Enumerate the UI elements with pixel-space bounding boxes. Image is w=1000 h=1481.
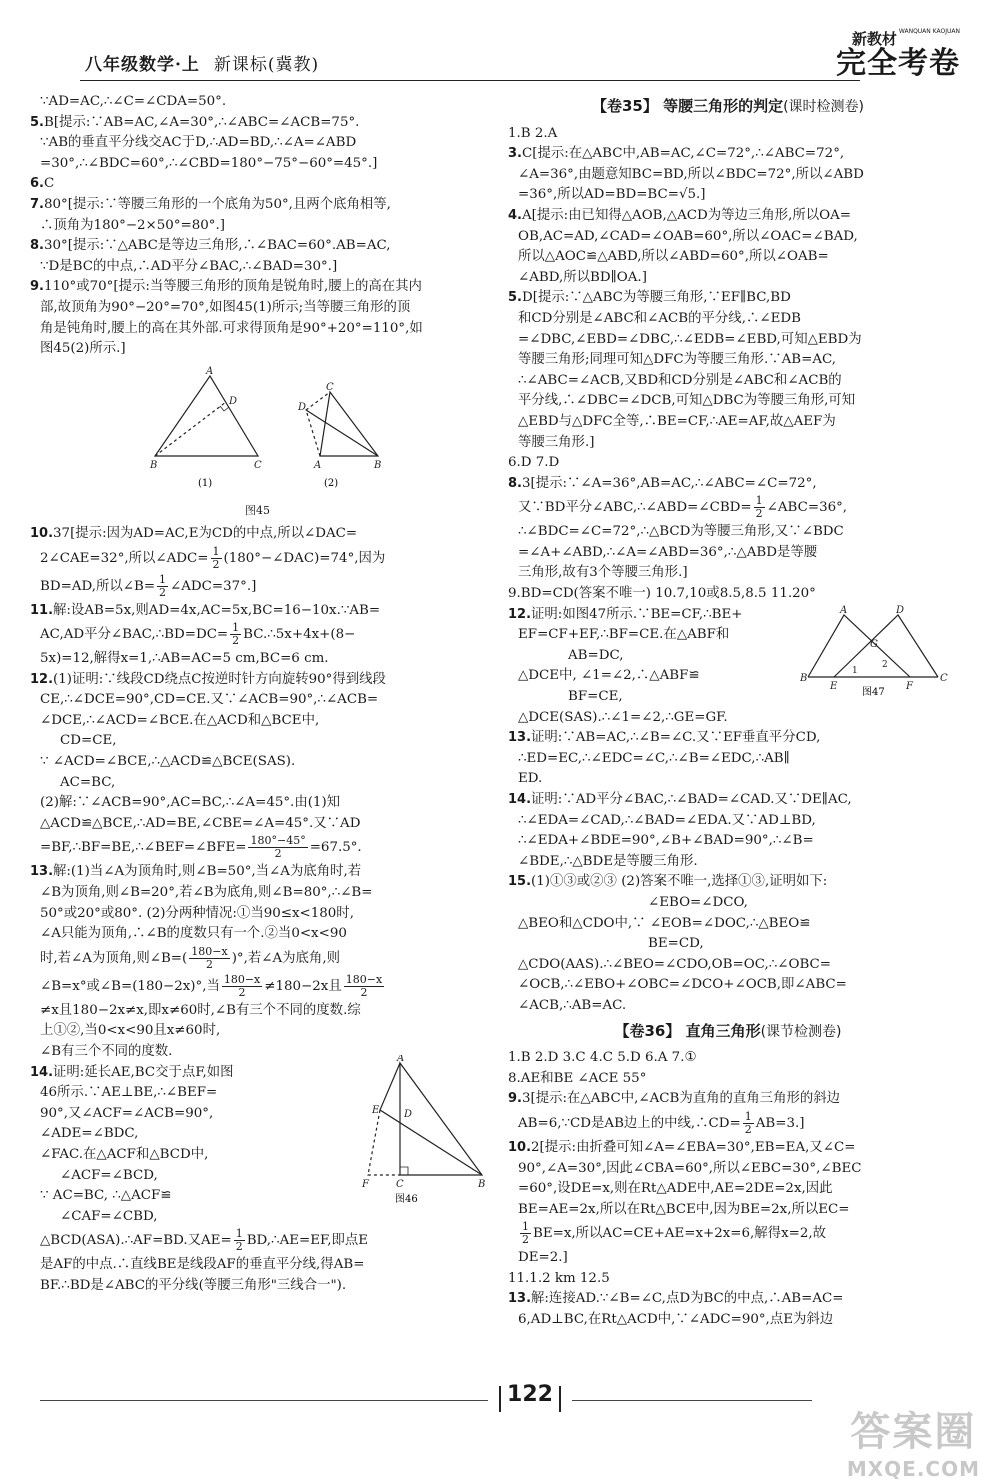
frac-den: 2 bbox=[159, 585, 167, 599]
answer-line: 等腰三角形;同理可知△DFC为等腰三角形.∵AB=AC, bbox=[518, 352, 837, 368]
left-column bbox=[30, 92, 485, 1297]
answer-line: B[提示:∵AB=AC,∠A=30°,∴∠ABC=∠ACB=75°. bbox=[43, 114, 360, 130]
answer-line: ∠FAC.在△ACF和△BCD中, bbox=[40, 1146, 209, 1162]
answer-line: 30°[提示:∵△ABC是等边三角形,∴∠BAC=60°.AB=AC, bbox=[43, 238, 391, 254]
frac-num: 180−x bbox=[191, 944, 228, 958]
q-number: 8. bbox=[30, 238, 44, 254]
answer-line: 2[提示:由折叠可知∠A=∠EBA=30°,EB=EA,又∠C= bbox=[531, 1139, 856, 1155]
answer-line: (180°−∠DAC)=74°,因为 bbox=[223, 550, 386, 566]
answer-line: ∵ AC=BC, ∴△ACF≌ bbox=[40, 1188, 172, 1204]
answer-line: ∵ ∠ACD=∠BCE,∴△ACD≌△BCE(SAS). bbox=[40, 754, 296, 770]
svg-text:B: B bbox=[800, 672, 808, 684]
answer-line: ≠180−2x且 bbox=[264, 978, 342, 994]
svg-text:C: C bbox=[326, 381, 334, 393]
answer-line: 3[提示:∵∠A=36°,AB=AC,∴∠ABC=∠C=72°, bbox=[521, 475, 817, 491]
answer-line: ∴∠ABC=∠ACB,又BD和CD分别是∠ABC和∠ACB的 bbox=[518, 372, 842, 388]
answer-line: ∠ACF=∠BCD, bbox=[60, 1167, 158, 1183]
figure-caption: 图46 bbox=[395, 1193, 418, 1205]
answer-line: CD=CE, bbox=[60, 733, 117, 749]
frac-num: 1 bbox=[212, 544, 220, 558]
svg-text:A: A bbox=[206, 365, 214, 377]
svg-text:B: B bbox=[150, 459, 158, 471]
answer-line: △DCE(SAS).∴∠1=∠2,∴GE=GF. bbox=[518, 709, 728, 725]
answer-line: ∠BDE,∴△BDE是等腰三角形. bbox=[518, 853, 698, 869]
frac-den: 2 bbox=[232, 634, 240, 648]
answer-line: ∵AD=AC,∴∠C=∠CDA=50°. bbox=[40, 94, 227, 109]
answer-line: ∠B为顶角,则∠B=20°,若∠B为底角,则∠B=80°,∴∠B= bbox=[40, 885, 373, 901]
answer-line: 6.D 7.D bbox=[508, 455, 560, 471]
answer-line: 8.AE和BE ∠ACE 55° bbox=[508, 1070, 647, 1086]
answer-line: 37[提示:因为AD=AC,E为CD的中点,所以∠DAC= bbox=[53, 525, 358, 541]
answer-line: =BF,∴BF=BE,∴∠BEF=∠BFE= bbox=[40, 840, 247, 856]
answer-line: A[提示:由已知得△AOB,△ACD为等边三角形,所以OA= bbox=[521, 207, 851, 223]
answer-line: 三角形,故有3个等腰三角形.] bbox=[518, 565, 688, 581]
answer-line: △DCE中, ∠1=∠2,∴△ABF≌ bbox=[518, 668, 700, 684]
q-number: 13. bbox=[508, 1291, 532, 1307]
frac-den: 2 bbox=[235, 1240, 243, 1254]
answer-line: ∴∠EDA+∠BDE=90°,∠B+∠BAD=90°,∴∠B= bbox=[518, 833, 814, 849]
frac-den: 2 bbox=[744, 1122, 752, 1136]
answer-line: 9.BD=CD(答案不唯一) 10.7,10或8.5,8.5 11.20° bbox=[508, 586, 816, 602]
q-number: 5. bbox=[508, 290, 522, 306]
answer-line: 解:(1)当∠A为顶角时,则∠B=50°,当∠A为底角时,若 bbox=[53, 864, 362, 880]
frac-den: 2 bbox=[274, 847, 282, 861]
svg-text:D: D bbox=[229, 395, 238, 407]
answer-line: 又∵BD平分∠ABC,∴∠ABD=∠CBD= bbox=[518, 500, 752, 516]
brand-small: 新教材 bbox=[851, 30, 897, 48]
footer-rule-left bbox=[40, 1400, 488, 1401]
answer-line: BE=CD, bbox=[648, 936, 704, 952]
answer-line: ∠ABC=36°, bbox=[766, 500, 848, 516]
answer-line: =30°,∴∠BDC=60°,∴∠CBD=180°−75°−60°=45°.] bbox=[40, 155, 378, 171]
section-tag: 【卷36】 bbox=[614, 1021, 681, 1040]
q12-block bbox=[508, 605, 948, 729]
svg-text:A: A bbox=[314, 459, 322, 471]
svg-text:A: A bbox=[840, 604, 848, 616]
fraction bbox=[234, 1228, 245, 1253]
answer-line: 部,故顶角为90°−20°=70°,如图45(1)所示;当等腰三角形的顶 bbox=[40, 299, 411, 315]
answer-line: 平分线,∴∠DBC=∠DCB,可知△DBC为等腰三角形,可知 bbox=[518, 393, 856, 409]
answer-line: =60°,设DE=x,则在Rt△ADE中,AE=2DE=2x,因此 bbox=[518, 1181, 833, 1197]
answer-line: BD=AD,所以∠B= bbox=[40, 578, 156, 594]
answer-line: AC=BC, bbox=[60, 774, 116, 790]
answer-line: )°,若∠A为底角,则 bbox=[231, 950, 340, 966]
answer-line: 上①②,当0<x<90且x≠60时, bbox=[40, 1023, 221, 1039]
q-number: 15. bbox=[508, 874, 532, 890]
answer-line: BF=CE, bbox=[568, 689, 623, 705]
figure-caption: 图47 bbox=[862, 686, 885, 697]
answer-line: BF.∴BD是∠ABC的平分线(等腰三角形"三线合一"). bbox=[40, 1277, 347, 1293]
svg-text:F: F bbox=[362, 1178, 369, 1190]
q-number: 14. bbox=[30, 1064, 54, 1080]
answer-line: 证明:如图47所示.∵BE=CF,∴BE+ bbox=[531, 606, 743, 622]
answer-line: ∠B=x°或∠B=(180−2x)°,当 bbox=[40, 978, 220, 994]
answer-line: ∠ACB,∴AB=AC. bbox=[518, 997, 627, 1013]
right-column bbox=[508, 92, 948, 1331]
svg-text:F: F bbox=[906, 680, 913, 692]
frac-num: 180−x bbox=[345, 972, 383, 986]
answer-line: 1.B 2.A bbox=[508, 125, 558, 141]
page-footer bbox=[40, 1382, 960, 1422]
fraction bbox=[754, 495, 765, 520]
answer-line: AC,AD平分∠BAC,∴BD=DC= bbox=[40, 627, 229, 643]
answer-line: =∠DBC,∠EBD=∠DBC,∴∠EDB=∠EBD,可知△EBD为 bbox=[518, 331, 862, 347]
answer-line: 110°或70°[提示:当等腰三角形的顶角是锐角时,腰上的高在其内 bbox=[43, 279, 422, 295]
frac-den: 2 bbox=[755, 507, 763, 521]
q-number: 10. bbox=[30, 525, 54, 541]
answer-line: ∠OCB,∴∠EBO+∠OBC=∠DCO+∠OCB,即∠ABC= bbox=[518, 977, 847, 993]
triangle-figure-47 bbox=[800, 605, 950, 697]
answer-line: ∠ADE=∠BDC, bbox=[40, 1126, 139, 1142]
figure-caption: 图45 bbox=[245, 504, 270, 518]
watermark-url: MXQE.COM bbox=[846, 1457, 980, 1481]
answer-line: △BEO和△CDO中,∵ ∠EOB=∠DOC,∴△BEO≌ bbox=[518, 915, 811, 931]
q-number: 10. bbox=[508, 1139, 532, 1155]
answer-line: 角是钝角时,腰上的高在其外部.可求得顶角是90°+20°=110°,如 bbox=[40, 320, 423, 336]
section-heading-35 bbox=[508, 96, 948, 118]
answer-line: C[提示:在△ABC中,AB=AC,∠C=72°,∴∠ABC=72°, bbox=[521, 146, 845, 162]
frac-num: 1 bbox=[235, 1227, 243, 1241]
answer-line: BD,∴AE=EF,即点E bbox=[246, 1233, 369, 1249]
fig45-label-1: (1) bbox=[198, 477, 213, 489]
triangle-figure-45 bbox=[30, 364, 485, 494]
answer-line: ∴ED=EC,∴∠EDC=∠C,∴∠B=∠EDC,∴AB∥ bbox=[518, 750, 790, 766]
answer-line: 等腰三角形.] bbox=[518, 434, 595, 450]
q-number: 4. bbox=[508, 207, 522, 223]
answer-line: ∠CAF=∠CBD, bbox=[60, 1208, 158, 1224]
answer-line: 11.1.2 km 12.5 bbox=[508, 1270, 610, 1286]
answer-line: ∠ABD,所以BD∥OA.] bbox=[518, 269, 647, 285]
frac-den: 2 bbox=[205, 957, 213, 971]
svg-text:1: 1 bbox=[852, 665, 858, 676]
answer-line: AB=DC, bbox=[568, 647, 624, 663]
answer-line: ∠A只能为顶角,∴∠B的度数只有一个.②当0<x<90 bbox=[40, 926, 347, 942]
watermark-text: 答案圈 bbox=[850, 1409, 977, 1455]
q-number: 11. bbox=[30, 602, 54, 618]
answer-line: OB,AC=AD,∠CAD=∠OAB=60°,所以∠OAC=∠BAD, bbox=[518, 228, 858, 244]
answer-line: 证明:∵AD平分∠BAC,∴∠BAD=∠CAD.又∵DE∥AC, bbox=[531, 792, 852, 807]
q-number: 13. bbox=[508, 730, 532, 746]
answer-line: D[提示:∵△ABC为等腰三角形,∵EF∥BC,BD bbox=[521, 290, 791, 306]
answer-line: 解:连接AD.∵∠B=∠C,点D为BC的中点,∴AB=AC= bbox=[531, 1291, 844, 1307]
svg-text:A: A bbox=[397, 1054, 405, 1064]
svg-text:D: D bbox=[298, 401, 307, 413]
frac-den: 2 bbox=[360, 985, 368, 999]
triangle-figure-46 bbox=[340, 1055, 485, 1205]
answer-line: 2∠CAE=32°,所以∠ADC= bbox=[40, 550, 209, 566]
answer-line: 90°,又∠ACF=∠ACB=90°, bbox=[40, 1105, 214, 1121]
answer-line: BE=x,所以AC=CE+AE=x+2x=6,解得x=2,故 bbox=[533, 1226, 827, 1242]
frac-num: 1 bbox=[159, 572, 167, 586]
section-title: 等腰三角形的判定 bbox=[663, 97, 784, 115]
fraction bbox=[230, 622, 241, 647]
q-number: 5. bbox=[30, 114, 44, 130]
page-number: 122 bbox=[495, 1382, 565, 1407]
edition-label: 新课标(冀教) bbox=[213, 55, 320, 75]
frac-num: 180°−45° bbox=[250, 834, 306, 848]
svg-text:E: E bbox=[830, 680, 838, 692]
answer-line: ∠DCE,∴∠ACD=∠BCE.在△ACD和△BCE中, bbox=[40, 712, 320, 728]
answer-line: CE,∴∠DCE=90°,CD=CE.又∵∠ACB=90°,∴∠ACB= bbox=[40, 692, 379, 708]
answer-line: =∠A+∠ABD,∴∠A=∠ABD=36°,∴△ABD是等腰 bbox=[518, 544, 818, 560]
answer-line: △ACD≌△BCE,∴AD=BE,∠CBE=∠A=45°.又∵AD bbox=[40, 815, 361, 831]
answer-line: ∠A=36°,由题意知BC=BD,所以∠BDC=72°,所以∠ABD bbox=[518, 166, 864, 182]
answer-line: 50°或20°或80°. (2)分两种情况:①当90≤x<180时, bbox=[40, 905, 354, 921]
answer-line: 是AF的中点.∴直线BE是线段AF的垂直平分线,得AB= bbox=[40, 1257, 365, 1273]
frac-den: 2 bbox=[522, 1233, 529, 1247]
book-name: 八年级数学·上 bbox=[85, 55, 200, 75]
svg-text:C: C bbox=[254, 459, 262, 471]
svg-text:E: E bbox=[372, 1104, 380, 1116]
watermark-logo bbox=[847, 1400, 980, 1481]
svg-text:D: D bbox=[404, 1108, 413, 1120]
answer-line: △EBD与△DFC全等,∴BE=CF,∴AE=AF,故△AEF为 bbox=[518, 413, 836, 429]
answer-line: △CDO(AAS).∴∠BEO=∠CDO,OB=OC,∴∠OBC= bbox=[518, 956, 831, 972]
svg-text:B: B bbox=[478, 1178, 485, 1190]
fraction bbox=[157, 574, 168, 599]
q-number: 13. bbox=[30, 864, 54, 880]
frac-den: 2 bbox=[212, 557, 220, 571]
answer-line: AB=3.] bbox=[755, 1115, 805, 1131]
section-subtitle: (课节检测卷) bbox=[760, 1023, 842, 1040]
svg-text:2: 2 bbox=[882, 659, 888, 670]
fraction bbox=[222, 974, 262, 999]
svg-text:B: B bbox=[374, 459, 382, 471]
answer-line: 所以△AOC≌△ABD,所以∠ABD=60°,所以∠OAB= bbox=[518, 249, 829, 265]
answer-line: AB=6,∵CD是AB边上的中线,∴CD= bbox=[518, 1115, 741, 1131]
answer-line: ≠x且180−2x≠x,即x≠60时,∠B有三个不同的度数.综 bbox=[40, 1002, 361, 1018]
fraction bbox=[248, 835, 307, 860]
fraction bbox=[211, 546, 222, 571]
answer-line: 5x)=12,解得x=1,∴AB=AC=5 cm,BC=6 cm. bbox=[40, 651, 329, 667]
answer-line: (2)解:∵∠ACB=90°,AC=BC,∴∠A=45°.由(1)知 bbox=[40, 795, 341, 811]
answer-line: ∵AB的垂直平分线交AC于D,∴AD=BD,∴∠A=∠ABD bbox=[40, 135, 357, 151]
q-number: 9. bbox=[30, 279, 44, 295]
q14-block bbox=[30, 1054, 485, 1297]
answer-line: ∴∠BDC=∠C=72°,∴△BCD为等腰三角形,又∵∠BDC bbox=[518, 524, 844, 540]
answer-line: 3[提示:在△ABC中,∠ACB为直角的直角三角形的斜边 bbox=[521, 1091, 841, 1107]
brand-big: 完全考卷 bbox=[836, 46, 960, 81]
q-number: 3. bbox=[508, 146, 522, 162]
answer-line: 解:设AB=5x,则AD=4x,AC=5x,BC=16−10x.∵AB= bbox=[53, 602, 381, 618]
answer-line: 证明:延长AE,BC交于点F,如图 bbox=[53, 1064, 234, 1080]
q-number: 12. bbox=[30, 671, 54, 687]
answer-line: DE=2.] bbox=[518, 1250, 568, 1266]
q-number: 12. bbox=[508, 606, 532, 622]
q-number: 6. bbox=[30, 176, 44, 192]
answer-line: 和CD分别是∠ABC和∠ACB的平分线,∴∠EDB bbox=[518, 310, 801, 326]
q-number: 9. bbox=[508, 1091, 522, 1107]
answer-line: (1)①③或②③ (2)答案不唯一,选择①③,证明如下: bbox=[531, 874, 828, 890]
fraction bbox=[743, 1111, 754, 1136]
answer-line: ∵D是BC的中点,∴AD平分∠BAC,∴∠BAD=30°.] bbox=[40, 258, 338, 274]
frac-num: 1 bbox=[755, 494, 763, 508]
answer-line: EF=CF+EF,∴BF=CE.在△ABF和 bbox=[518, 627, 730, 643]
svg-text:G: G bbox=[870, 638, 878, 650]
page-header bbox=[40, 28, 960, 80]
fraction bbox=[344, 974, 384, 999]
answer-line: 6,AD⊥BC,在Rt△ACD中,∵∠ADC=90°,点E为斜边 bbox=[518, 1312, 834, 1328]
answer-line: 图45(2)所示.] bbox=[40, 341, 126, 357]
book-title bbox=[85, 50, 319, 75]
section-subtitle: (课时检测卷) bbox=[783, 99, 865, 115]
answer-line: (1)证明:∵线段CD绕点C按逆时针方向旋转90°得到线段 bbox=[53, 671, 386, 687]
answer-line: 46所示.∵AE⊥BE,∴∠BEF= bbox=[40, 1085, 218, 1101]
answer-line: 90°,∠A=30°,因此∠CBA=60°,所以∠EBC=30°,∠BEC bbox=[518, 1160, 862, 1176]
answer-line: =36°,所以AD=BD=BC=√5.] bbox=[518, 187, 706, 203]
svg-text:D: D bbox=[896, 604, 905, 616]
answer-line: 时,若∠A为顶角,则∠B=( bbox=[40, 950, 188, 966]
section-tag: 【卷35】 bbox=[591, 97, 658, 115]
svg-text:C: C bbox=[940, 672, 948, 684]
answer-line: ∠B有三个不同的度数. bbox=[40, 1044, 173, 1059]
answer-line: 证明:∵AB=AC,∴∠B=∠C.又∵EF垂直平分CD, bbox=[531, 730, 821, 746]
frac-den: 2 bbox=[238, 985, 246, 999]
header-rule bbox=[80, 80, 860, 81]
frac-num: 1 bbox=[232, 621, 240, 635]
answer-line: BE=AE=2x,所以在Rt△BCE中,因为BE=2x,所以EC= bbox=[518, 1201, 850, 1217]
answer-line: 1.B 2.D 3.C 4.C 5.D 6.A 7.① bbox=[508, 1050, 697, 1066]
answer-line: ∴顶角为180°−2×50°=80°.] bbox=[40, 217, 225, 233]
answer-line: 80°[提示:∵等腰三角形的一个底角为50°,且两个底角相等, bbox=[43, 196, 391, 212]
brand-tiny: WANQUAN KAOJUAN bbox=[898, 28, 960, 35]
answer-line: C bbox=[43, 176, 55, 192]
answer-line: △BCD(ASA).∴AF=BD.又AE= bbox=[40, 1233, 232, 1249]
q-number: 7. bbox=[30, 196, 44, 212]
brand-logo bbox=[836, 28, 960, 79]
answer-line: ∴∠EDA=∠CAD,∴∠BAD=∠EDA.又∵AD⊥BD, bbox=[518, 812, 816, 828]
q-number: 14. bbox=[508, 792, 532, 807]
figure-45 bbox=[30, 364, 485, 522]
fig45-label-2: (2) bbox=[324, 477, 339, 489]
answer-line: =67.5°. bbox=[309, 840, 362, 856]
fraction bbox=[189, 946, 229, 971]
answer-line: ED. bbox=[518, 771, 543, 787]
answer-line: BC.∴5x+4x+(8− bbox=[243, 627, 356, 643]
frac-num: 180−x bbox=[223, 972, 261, 986]
footer-rule-right bbox=[572, 1400, 812, 1401]
svg-text:C: C bbox=[396, 1178, 404, 1190]
answer-line: ∠ADC=37°.] bbox=[170, 578, 257, 594]
answer-line: ∠EBO=∠DCO, bbox=[648, 894, 748, 910]
section-heading-36 bbox=[508, 1021, 948, 1043]
section-title: 直角三角形 bbox=[685, 1021, 761, 1040]
frac-num: 1 bbox=[522, 1220, 529, 1234]
frac-num: 1 bbox=[744, 1109, 752, 1123]
q-number: 8. bbox=[508, 475, 522, 491]
fraction bbox=[520, 1221, 531, 1246]
